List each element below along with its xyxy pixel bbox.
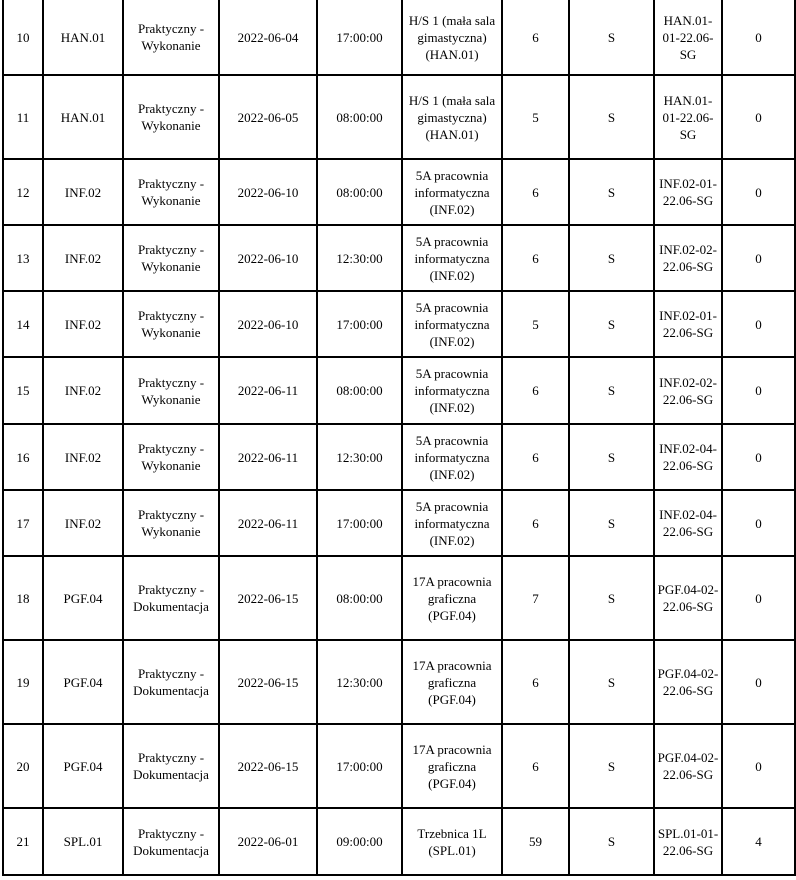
cell-room: 5A pracownia informatyczna (INF.02) bbox=[402, 424, 502, 490]
cell-extra-count: 0 bbox=[722, 0, 795, 75]
cell-room: 17A pracownia graficzna (PGF.04) bbox=[402, 724, 502, 808]
cell-exam-type: Praktyczny - Dokumentacja bbox=[123, 808, 219, 875]
table-row bbox=[3, 0, 795, 75]
cell-date: 2022-06-15 bbox=[219, 724, 317, 808]
cell-extra-count: 0 bbox=[722, 724, 795, 808]
cell-qualification: INF.02 bbox=[43, 490, 123, 556]
cell-qualification: PGF.04 bbox=[43, 640, 123, 724]
cell-participants: 6 bbox=[502, 640, 569, 724]
cell-row-number: 10 bbox=[3, 0, 43, 75]
cell-exam-type: Praktyczny - Dokumentacja bbox=[123, 556, 219, 640]
cell-time: 08:00:00 bbox=[317, 357, 402, 424]
cell-exam-type: Praktyczny - Wykonanie bbox=[123, 0, 219, 75]
cell-exam-code: INF.02-01-22.06-SG bbox=[654, 291, 722, 357]
cell-room: 5A pracownia informatyczna (INF.02) bbox=[402, 357, 502, 424]
cell-time: 09:00:00 bbox=[317, 808, 402, 875]
schedule-body bbox=[3, 0, 795, 875]
cell-qualification: SPL.01 bbox=[43, 808, 123, 875]
cell-exam-code: INF.02-02-22.06-SG bbox=[654, 225, 722, 291]
cell-qualification: PGF.04 bbox=[43, 556, 123, 640]
table-row bbox=[3, 424, 795, 490]
cell-room: H/S 1 (mała sala gimastyczna) (HAN.01) bbox=[402, 75, 502, 159]
cell-extra-count: 0 bbox=[722, 291, 795, 357]
cell-room: 17A pracownia graficzna (PGF.04) bbox=[402, 640, 502, 724]
cell-room: 5A pracownia informatyczna (INF.02) bbox=[402, 291, 502, 357]
cell-participants: 6 bbox=[502, 424, 569, 490]
cell-time: 12:30:00 bbox=[317, 424, 402, 490]
cell-exam-code: INF.02-02-22.06-SG bbox=[654, 357, 722, 424]
table-row bbox=[3, 75, 795, 159]
cell-extra-count: 4 bbox=[722, 808, 795, 875]
cell-extra-count: 0 bbox=[722, 75, 795, 159]
cell-time: 08:00:00 bbox=[317, 75, 402, 159]
cell-session: S bbox=[569, 556, 654, 640]
cell-exam-type: Praktyczny - Wykonanie bbox=[123, 291, 219, 357]
cell-row-number: 14 bbox=[3, 291, 43, 357]
cell-session: S bbox=[569, 225, 654, 291]
cell-exam-type: Praktyczny - Wykonanie bbox=[123, 159, 219, 225]
cell-row-number: 16 bbox=[3, 424, 43, 490]
cell-session: S bbox=[569, 490, 654, 556]
cell-qualification: HAN.01 bbox=[43, 75, 123, 159]
cell-room: 17A pracownia graficzna (PGF.04) bbox=[402, 556, 502, 640]
cell-exam-code: INF.02-04-22.06-SG bbox=[654, 424, 722, 490]
cell-row-number: 15 bbox=[3, 357, 43, 424]
cell-date: 2022-06-11 bbox=[219, 490, 317, 556]
cell-time: 08:00:00 bbox=[317, 159, 402, 225]
cell-session: S bbox=[569, 724, 654, 808]
cell-time: 17:00:00 bbox=[317, 291, 402, 357]
cell-exam-code: HAN.01-01-22.06-SG bbox=[654, 75, 722, 159]
cell-participants: 7 bbox=[502, 556, 569, 640]
cell-qualification: INF.02 bbox=[43, 424, 123, 490]
cell-session: S bbox=[569, 424, 654, 490]
cell-qualification: INF.02 bbox=[43, 159, 123, 225]
cell-room: H/S 1 (mała sala gimastyczna) (HAN.01) bbox=[402, 0, 502, 75]
cell-session: S bbox=[569, 291, 654, 357]
cell-participants: 6 bbox=[502, 0, 569, 75]
cell-participants: 6 bbox=[502, 159, 569, 225]
cell-date: 2022-06-05 bbox=[219, 75, 317, 159]
cell-extra-count: 0 bbox=[722, 424, 795, 490]
cell-date: 2022-06-11 bbox=[219, 357, 317, 424]
cell-session: S bbox=[569, 640, 654, 724]
cell-row-number: 13 bbox=[3, 225, 43, 291]
cell-date: 2022-06-15 bbox=[219, 556, 317, 640]
cell-exam-type: Praktyczny - Wykonanie bbox=[123, 75, 219, 159]
cell-participants: 6 bbox=[502, 225, 569, 291]
cell-exam-code: SPL.01-01-22.06-SG bbox=[654, 808, 722, 875]
cell-exam-type: Praktyczny - Wykonanie bbox=[123, 357, 219, 424]
cell-session: S bbox=[569, 357, 654, 424]
cell-participants: 6 bbox=[502, 357, 569, 424]
cell-room: Trzebnica 1L (SPL.01) bbox=[402, 808, 502, 875]
cell-extra-count: 0 bbox=[722, 490, 795, 556]
cell-row-number: 19 bbox=[3, 640, 43, 724]
table-row bbox=[3, 724, 795, 808]
table-row bbox=[3, 357, 795, 424]
cell-exam-code: PGF.04-02-22.06-SG bbox=[654, 640, 722, 724]
cell-participants: 5 bbox=[502, 75, 569, 159]
cell-date: 2022-06-10 bbox=[219, 291, 317, 357]
cell-exam-code: PGF.04-02-22.06-SG bbox=[654, 556, 722, 640]
table-row bbox=[3, 640, 795, 724]
table-row bbox=[3, 490, 795, 556]
cell-exam-code: INF.02-04-22.06-SG bbox=[654, 490, 722, 556]
cell-row-number: 18 bbox=[3, 556, 43, 640]
cell-time: 08:00:00 bbox=[317, 556, 402, 640]
cell-participants: 5 bbox=[502, 291, 569, 357]
cell-row-number: 20 bbox=[3, 724, 43, 808]
cell-exam-code: HAN.01-01-22.06-SG bbox=[654, 0, 722, 75]
cell-row-number: 12 bbox=[3, 159, 43, 225]
exam-schedule-table bbox=[2, 0, 796, 876]
cell-qualification: INF.02 bbox=[43, 357, 123, 424]
cell-session: S bbox=[569, 808, 654, 875]
cell-date: 2022-06-15 bbox=[219, 640, 317, 724]
cell-exam-code: INF.02-01-22.06-SG bbox=[654, 159, 722, 225]
cell-exam-type: Praktyczny - Wykonanie bbox=[123, 225, 219, 291]
cell-exam-type: Praktyczny - Dokumentacja bbox=[123, 724, 219, 808]
cell-session: S bbox=[569, 75, 654, 159]
cell-extra-count: 0 bbox=[722, 640, 795, 724]
cell-qualification: PGF.04 bbox=[43, 724, 123, 808]
cell-date: 2022-06-01 bbox=[219, 808, 317, 875]
cell-room: 5A pracownia informatyczna (INF.02) bbox=[402, 225, 502, 291]
cell-time: 12:30:00 bbox=[317, 225, 402, 291]
cell-time: 12:30:00 bbox=[317, 640, 402, 724]
table-row bbox=[3, 159, 795, 225]
cell-extra-count: 0 bbox=[722, 556, 795, 640]
cell-exam-type: Praktyczny - Wykonanie bbox=[123, 490, 219, 556]
cell-time: 17:00:00 bbox=[317, 0, 402, 75]
cell-exam-type: Praktyczny - Wykonanie bbox=[123, 424, 219, 490]
cell-participants: 59 bbox=[502, 808, 569, 875]
cell-qualification: INF.02 bbox=[43, 291, 123, 357]
table-row bbox=[3, 808, 795, 875]
cell-extra-count: 0 bbox=[722, 357, 795, 424]
cell-date: 2022-06-10 bbox=[219, 159, 317, 225]
cell-room: 5A pracownia informatyczna (INF.02) bbox=[402, 159, 502, 225]
cell-exam-type: Praktyczny - Dokumentacja bbox=[123, 640, 219, 724]
cell-date: 2022-06-11 bbox=[219, 424, 317, 490]
cell-exam-code: PGF.04-02-22.06-SG bbox=[654, 724, 722, 808]
cell-row-number: 17 bbox=[3, 490, 43, 556]
cell-participants: 6 bbox=[502, 724, 569, 808]
cell-extra-count: 0 bbox=[722, 225, 795, 291]
cell-extra-count: 0 bbox=[722, 159, 795, 225]
cell-qualification: HAN.01 bbox=[43, 0, 123, 75]
cell-date: 2022-06-04 bbox=[219, 0, 317, 75]
cell-participants: 6 bbox=[502, 490, 569, 556]
table-row bbox=[3, 556, 795, 640]
cell-time: 17:00:00 bbox=[317, 724, 402, 808]
cell-session: S bbox=[569, 0, 654, 75]
cell-row-number: 21 bbox=[3, 808, 43, 875]
cell-room: 5A pracownia informatyczna (INF.02) bbox=[402, 490, 502, 556]
table-row bbox=[3, 225, 795, 291]
table-row bbox=[3, 291, 795, 357]
cell-row-number: 11 bbox=[3, 75, 43, 159]
cell-session: S bbox=[569, 159, 654, 225]
cell-time: 17:00:00 bbox=[317, 490, 402, 556]
cell-qualification: INF.02 bbox=[43, 225, 123, 291]
cell-date: 2022-06-10 bbox=[219, 225, 317, 291]
